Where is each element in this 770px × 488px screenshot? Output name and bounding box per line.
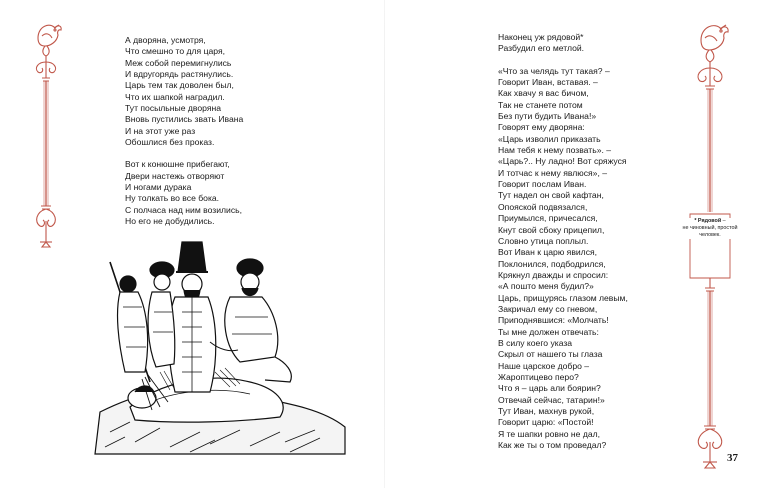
- poem-line: Но его не добудились.: [125, 216, 215, 227]
- poem-line: И на этот уже раз: [125, 125, 196, 136]
- poem-line: Приумылся, причесался,: [498, 213, 598, 224]
- poem-line: И вдругорядь растянулись.: [125, 69, 234, 80]
- poem-line: Тут посыльные дворяна: [125, 103, 221, 114]
- poem-line: А дворяна, усмотря,: [125, 35, 206, 45]
- poem-line: Говорит Иван, вставая. –: [498, 77, 598, 88]
- poem-line: Опояской подвязался,: [498, 201, 588, 212]
- poem-line: В силу коего указа: [498, 337, 573, 348]
- page-gutter: [384, 0, 385, 488]
- poem-line: И ногами дурака: [125, 182, 192, 193]
- poem-line: Кнут свой сбоку прицепил,: [498, 224, 605, 235]
- footnote-definition: не чиновный, простой человек.: [682, 225, 738, 238]
- poem-line: Двери настежь отворяют: [125, 170, 225, 181]
- poem-line: Наше царское добро –: [498, 360, 590, 371]
- poem-line: Царь тем так доволен был,: [125, 80, 234, 91]
- poem-line: Жароптицево перо?: [498, 371, 579, 382]
- poem-line: Тут Иван, махнув рукой,: [498, 406, 595, 416]
- poem-line: Крякнул дважды и спросил:: [498, 269, 609, 280]
- poem-line: Как хвачу я вас бичом,: [498, 88, 589, 99]
- left-ornament-icon: [28, 16, 64, 248]
- poem-line: Скрыл от нашего ты глаза: [498, 349, 603, 360]
- poem-line: «А пошто меня будил?»: [498, 281, 594, 292]
- illustration-ivan-sleeping: [90, 232, 350, 457]
- poem-line: Нам тебя к нему позвать». –: [498, 145, 612, 156]
- poem-line: Разбудил его метлой.: [498, 43, 585, 54]
- poem-line: Что смешно то для царя,: [125, 46, 226, 57]
- poem-line: Наконец уж рядовой*: [498, 32, 584, 42]
- poem-line: Вот Иван к царю явился,: [498, 247, 598, 258]
- footnote-term: * Рядовой: [694, 218, 722, 224]
- poem-line: Говорит царю: «Постой!: [498, 417, 594, 428]
- page-number: 37: [727, 452, 738, 464]
- right-ornament-icon: [686, 16, 734, 470]
- poem-line: Ну толкать во все бока.: [125, 193, 220, 204]
- poem-line: Царь, прищурясь глазом левым,: [498, 292, 628, 303]
- poem-line: Словно утица поплыл.: [498, 235, 589, 246]
- poem-line: Что я – царь али боярин?: [498, 383, 601, 394]
- poem-line: Поклонился, подбодрился,: [498, 258, 606, 269]
- poem-line: Приподнявшися: «Молчать!: [498, 315, 609, 326]
- poem-line: Вновь пустились звать Ивана: [125, 114, 244, 125]
- poem-line: Говорит послам Иван.: [498, 179, 587, 190]
- poem-line: Без пути будить Ивана!»: [498, 111, 597, 122]
- poem-line: С полчаса над ним возились,: [125, 204, 243, 215]
- poem-line: Обошлися без проказ.: [125, 137, 215, 148]
- poem-line: Так не станете потом: [498, 99, 583, 110]
- poem-line: Закричал ему со гневом,: [498, 303, 598, 314]
- poem-line: Вот к конюшне прибегают,: [125, 159, 230, 170]
- footnote: [682, 218, 738, 239]
- poem-line: Тут надел он свой кафтан,: [498, 190, 604, 201]
- left-page-text: [125, 35, 243, 228]
- poem-line: Ты мне должен отвечать:: [498, 326, 599, 337]
- footnote-dash: –: [721, 218, 726, 224]
- poem-line: Я те шапки ровно не дал,: [498, 428, 601, 439]
- poem-line: И тотчас к нему явлюся», –: [498, 167, 607, 178]
- right-page-text: [498, 32, 628, 451]
- poem-line: Что их шапкой наградил.: [125, 91, 225, 102]
- poem-line: Как же ты о том проведал?: [498, 440, 607, 451]
- poem-line: «Царь?.. Ну ладно! Вот сряжуся: [498, 156, 627, 167]
- poem-line: «Что за челядь тут такая? –: [498, 65, 610, 76]
- poem-line: Говорят ему дворяна:: [498, 122, 585, 133]
- poem-line: Меж собой перемигнулись: [125, 57, 232, 68]
- poem-line: Отвечай сейчас, татарин!»: [498, 394, 605, 405]
- poem-line: «Царь изволил приказать: [498, 133, 601, 144]
